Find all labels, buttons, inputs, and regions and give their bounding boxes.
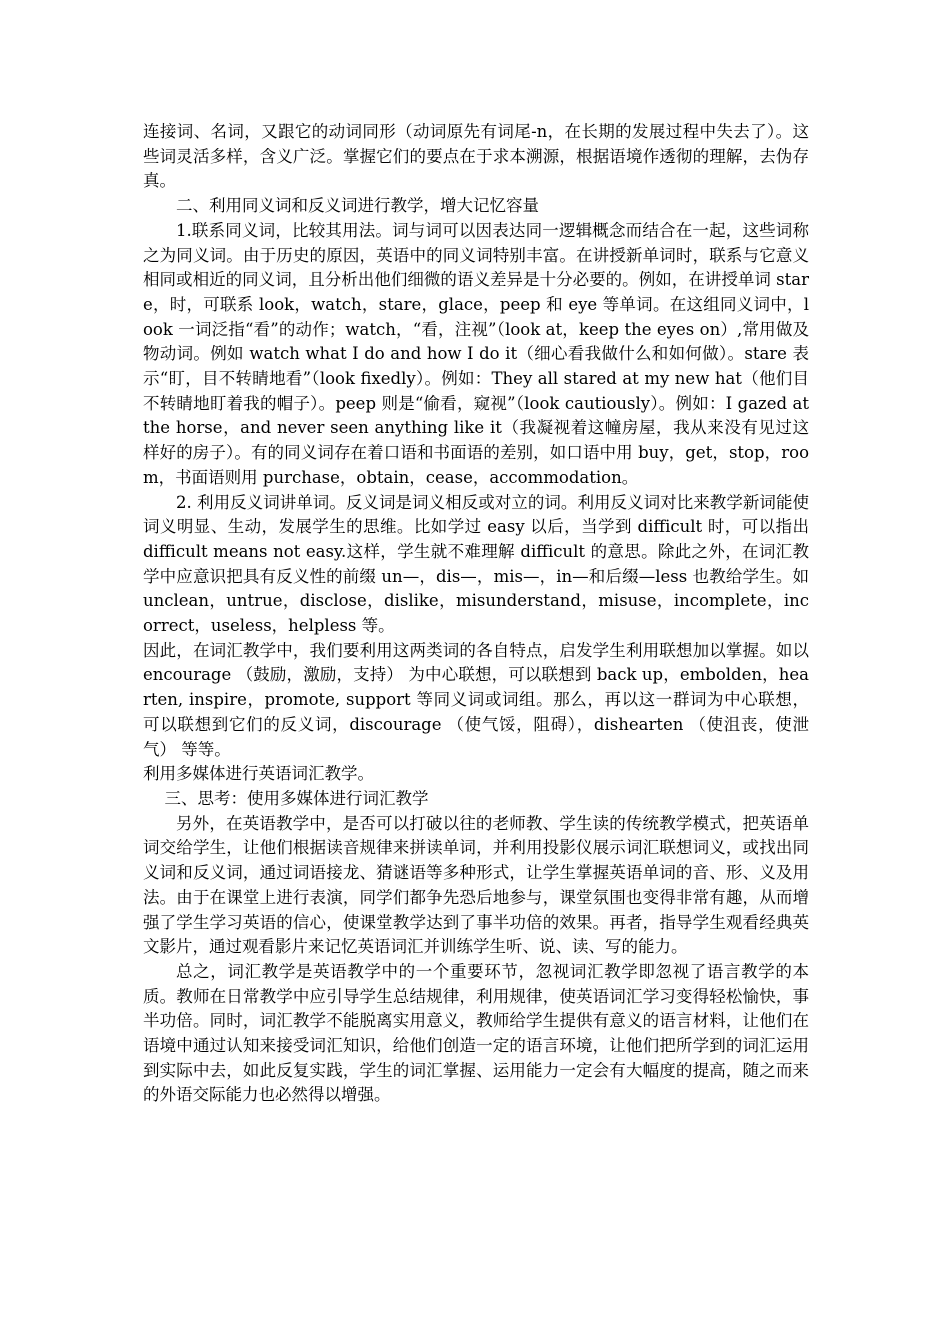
paragraph-conclusion: 总之，词汇教学是英语教学中的一个重要环节，忽视词汇教学即忽视了语言教学的本质。教师在日常教学中应引导学生总结规律，利用规律，使英语词汇学习变得轻松愉快，事半功倍。同时，词汇教学不能脱离实用意义，教师给学生提供有意义的语言材料，让他们在语境中通过认知来接受词汇知识，给他们创造一定的语言环境，让他们把所学到的词汇运用到实际中去，如此反复实践，学生的词汇掌握、运用能力一定会有大幅度的提高，随之而来的外语交际能力也必然得以增强。	[143, 961, 809, 1105]
paragraph-multimedia-note: 利用多媒体进行英语词汇教学。	[143, 764, 374, 784]
document-page	[143, 120, 809, 1108]
section-heading-2: 二、利用同义词和反义词进行教学，增大记忆容量	[176, 196, 539, 216]
paragraph-continuation: 连接词、名词，又跟它的动词同形（动词原先有词尾-n，在长期的发展过程中失去了）。这些词灵活多样，含义广泛。掌握它们的要点在于求本溯源，根据语境作透彻的理解，去伪存真。	[143, 122, 809, 191]
paragraph-synonyms: 1.联系同义词，比较其用法。词与词可以因表达同一逻辑概念而结合在一起，这些词称之为同义词。由于历史的原因，英语中的同义词特别丰富。在讲授新单词时，联系与它意义相同或相近的同义词，且分析出他们细微的语义差异是十分必要的。例如，在讲授单词 stare，时，可联系 look，watch，stare，glace，peep 和 eye 等单词。在这组同义词中，look 一词泛指“看”的动作；watch，“看，注视”（look at，keep the eyes on）,常用做及物动词。例如 watch what I do and how I do it（细心看我做什么和如何做）。stare 表示“盯，目不转睛地看”（look fixedly）。例如：They all stared at my new hat（他们目不转睛地盯着我的帽子）。peep 则是“偷看，窥视”（look cautiously）。例如：I gazed at the horse，and never seen anything like it（我凝视着这幢房屋，我从来没有见过这样好的房子）。有的同义词存在着口语和书面语的差别，如口语中用 buy，get，stop，room，书面语则用 purchase，obtain，cease，accommodation。	[143, 220, 809, 487]
paragraph-antonyms: 2. 利用反义词讲单词。反义词是词义相反或对立的词。利用反义词对比来教学新词能使词义明显、生动，发展学生的思维。比如学过 easy 以后，当学到 difficult 时，可以指出 difficult means not easy.这样，学生就不难理解 difficult 的意思。除此之外，在词汇教学中应意识把具有反义性的前缀 un—，dis—，mis—，in—和后缀—less 也教给学生。如 unclean，untrue，disclose，dislike，misunderstand，misuse，incomplete，incorrect，useless，helpless 等。	[143, 492, 809, 636]
section-heading-3: 三、思考：使用多媒体进行词汇教学	[164, 788, 429, 808]
paragraph-association: 因此，在词汇教学中，我们要利用这两类词的各自特点，启发学生利用联想加以掌握。如以 encourage （鼓励，激励，支持） 为中心联想，可以联想到 back up，embolden，hearten, inspire，promote, support 等同义词或词组。那么，再以这一群词为中心联想，可以联想到它们的反义词，discourage （使气馁，阻碍），dishearten （使沮丧，使泄气） 等等。	[143, 640, 809, 759]
paragraph-multimedia: 另外，在英语教学中，是否可以打破以往的老师教、学生读的传统教学模式，把英语单词交给学生，让他们根据读音规律来拼读单词，并利用投影仪展示词汇联想词义，或找出同义词和反义词，通过词语接龙、猜谜语等多种形式，让学生掌握英语单词的音、形、义及用法。由于在课堂上进行表演，同学们都争先恐后地参与，课堂氛围也变得非常有趣，从而增强了学生学习英语的信心，使课堂教学达到了事半功倍的效果。再者，指导学生观看经典英文影片，通过观看影片来记忆英语词汇并训练学生听、说、读、写的能力。	[143, 813, 809, 957]
